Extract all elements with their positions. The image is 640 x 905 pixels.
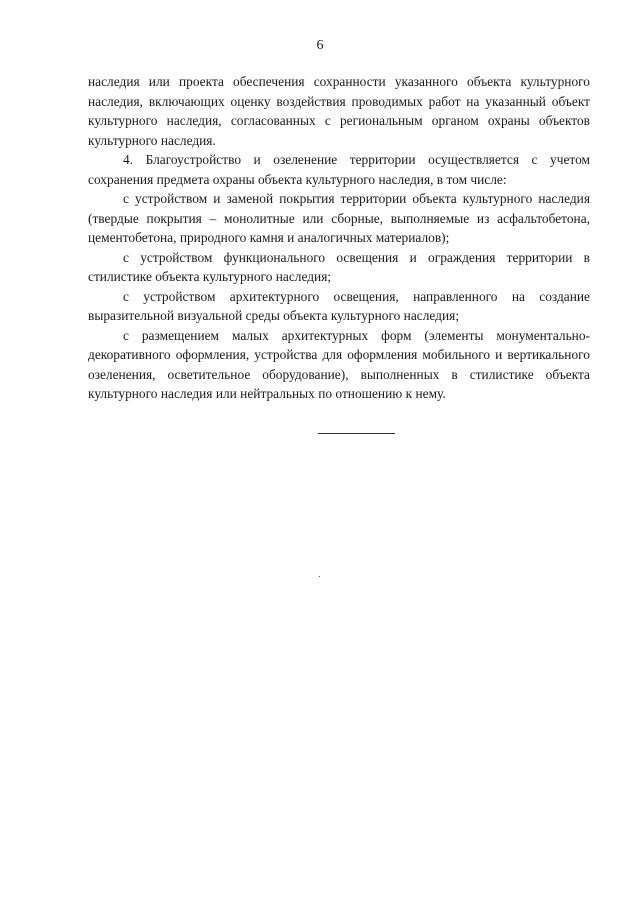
paragraph-item-4: 4. Благоустройство и озеленение территории осуществляется с учетом сохранения предмета охраны объекта культурного наследия, в том числе:	[88, 152, 590, 187]
paragraph-continuation: наследия или проекта обеспечения сохранности указанного объекта культурного наследия, включающих оценку воздействия проводимых работ на указанный объект культурного наследия, согласованных с региональным органом охраны объектов культурного наследия.	[88, 74, 590, 148]
page-number: 6	[316, 38, 324, 53]
scan-speck	[319, 576, 320, 577]
end-separator-line	[318, 433, 395, 434]
paragraph-architectural-lighting: с устройством архитектурного освещения, направленного на создание выразительной визуальной среды объекта культурного наследия;	[88, 288, 590, 323]
paragraph-coverage: с устройством и заменой покрытия территории объекта культурного наследия (твердые покрытия – монолитные или сборные, выполняемые из асфальтобетона, цементобетона, природного камня и аналогичных материалов);	[88, 191, 590, 245]
paragraph-functional-lighting: с устройством функционального освещения и ограждения территории в стилистике объекта культурного наследия;	[88, 249, 590, 284]
paragraph-small-forms: с размещением малых архитектурных форм (элементы монументально-декоративного оформления, устройства для оформления мобильного и вертикального озеленения, осветительное оборудование), выполненных в стилистике объекта культурного наследия или нейтральных по отношению к нему.	[88, 327, 590, 401]
document-body	[88, 72, 590, 404]
